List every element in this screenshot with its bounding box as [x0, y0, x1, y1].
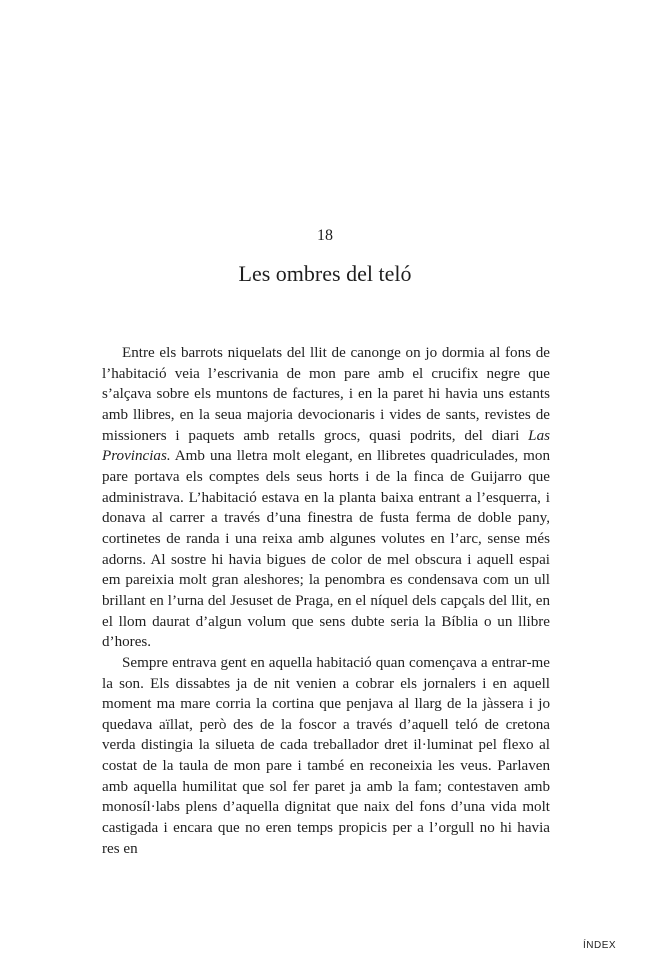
chapter-number: 18 — [317, 227, 333, 244]
chapter-title: Les ombres del teló — [238, 261, 412, 286]
paragraph-1-text-after: Amb una lletra molt elegant, en llibretes quadriculades, mon pare portava els comptes dels seus horts i de la finca de Guijarro que administrava. L’habitació estava en la planta baixa entrant a l’esquerra, i donava al carrer a través d’una finestra de fusta ferma de doble pany, cortinetes de randa i una reixa amb algunes volutes en l’arc, sense més adorns. Al sostre hi havia bigues de color de mel obscura i aquell espai em pareixia molt gran aleshores; la penombra es condensava com un ull brillant en l’urna del Jesuset de Praga, en el níquel dels capçals del llit, en el llom daurat d’algun volum que sens dubte seria la Bíblia o un llibre d’hores. — [102, 448, 550, 651]
index-link[interactable]: ÍNDEX — [583, 940, 617, 951]
newspaper-title: Las Provincias. — [102, 427, 550, 465]
paragraph-1 — [102, 343, 550, 653]
body-text — [102, 343, 550, 859]
paragraph-1-text-before: Entre els barrots niquelats del llit de canonge on jo dormia al fons de l’habitació veia l’escrivania de mon pare amb el crucifix negre que s’alçava sobre els muntons de factures, i en la paret hi havia uns estants amb llibres, en la seua majoria devocionaris i vides de sants, revistes de missioners i paquets amb retalls grocs, quasi podrits, del diari — [102, 345, 550, 444]
paragraph-2: Sempre entrava gent en aquella habitació quan començava a entrar-me la son. Els dissabtes ja de nit venien a cobrar els jornalers i en aquell moment ma mare corria la cortina que penjava al llarg de la jàssera i jo quedava aïllat, però des de la foscor a través d’aquell teló de cretona verda distingia la silueta de cada treballador dret il·luminat pel flexo al costat de la taula de mon pare i també en reconeixia les veus. Parlaven amb aquella humilitat que sol fer paret ja amb la fam; contestaven amb monosíl·labs plens d’aquella dignitat que naix del fons d’una vida molt castigada i encara que no eren temps propicis per a l’orgull no hi havia res en — [102, 654, 550, 857]
